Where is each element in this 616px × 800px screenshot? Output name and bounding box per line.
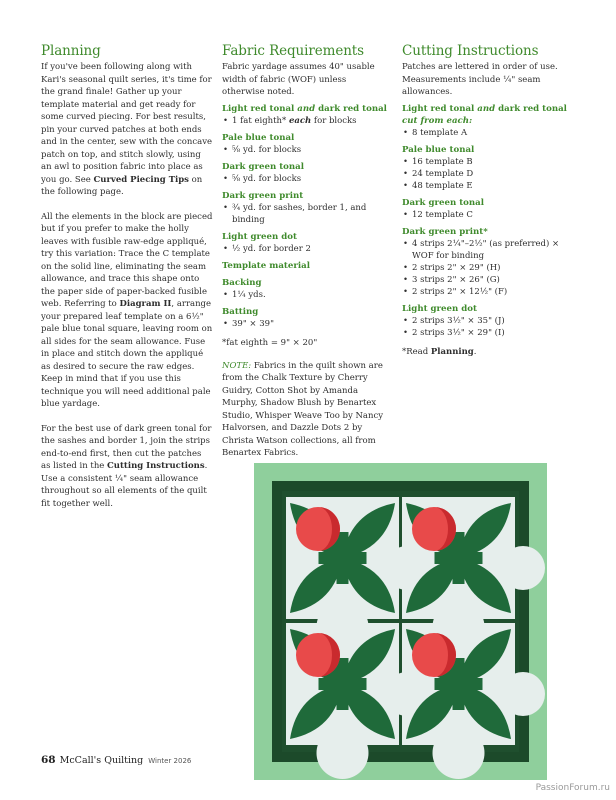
quilt-photo [254, 463, 547, 780]
fabric-item-list [222, 243, 390, 255]
cutting-list-item: • 2 strips 2" × 29" (H) [402, 262, 574, 274]
cutting-list-item: • 48 template E [402, 180, 574, 192]
block-center-bar [453, 658, 465, 710]
page-footer [41, 754, 191, 766]
cutting-group-label: Light red tonal and dark red tonal [402, 103, 567, 114]
cutting-footnote: *Read Planning. [402, 346, 477, 357]
pale-arc [317, 727, 369, 779]
cutting-list-item: • 3 strips 2" × 26" (G) [402, 274, 574, 286]
watermark: PassionForum.ru [535, 783, 610, 793]
cutting-group-label: Light green dot [402, 303, 477, 314]
fabric-intro: Fabric yardage assumes 40" usable width of fabric (WOF) unless otherwise noted. [222, 62, 375, 97]
cutting-groups [402, 103, 574, 339]
planning-paragraph-1: If you've been following along with Kari's seasonal quilt series, it's time for the grand finale! Gather up your template material and get ready for some curved piecing. For best results, pin your curved patches at both ends and in the center, sew with the concave patch on top, and stitch slowly, using an awl to position fabric into place as you go. See Curved Piecing Tips on the following page. [41, 62, 213, 197]
fabric-group-label: Backing [222, 277, 262, 288]
fabric-list-item: • ⅝ yd. for blocks [222, 173, 390, 185]
planning-heading: Planning [41, 43, 101, 59]
cutting-list-item: • 8 template A [402, 127, 574, 139]
cutting-intro: Patches are lettered in order of use. Measurements include ¼" seam allowances. [402, 62, 558, 97]
block-center-bar [453, 532, 465, 584]
issue-date: Winter 2026 [148, 757, 192, 765]
cutting-item-list [402, 127, 574, 139]
block-center-bar [337, 658, 349, 710]
fabric-list-item: • ½ yd. for border 2 [222, 243, 390, 255]
fabric-item-list [222, 289, 390, 301]
fabric-group-label: Pale blue tonal [222, 132, 295, 143]
fabric-requirements-column [222, 43, 390, 460]
note-text: Fabrics in the quilt shown are from the Chalk Texture by Cherry Guidry, Cotton Shot by Amanda Murphy, Shadow Blush by Benartex Studio, Whisper Weave Too by Nancy Halvorsen, and Dazzle Dots 2 by Christa Watson collections, all from Benartex Fabrics. [222, 360, 384, 458]
fabric-item-list [222, 144, 390, 156]
fabric-item-list [222, 115, 390, 127]
fabric-group-label: Dark green tonal [222, 161, 304, 172]
fabric-group-label: Template material [222, 260, 310, 271]
block-center-bar [337, 532, 349, 584]
planning-paragraph-3: For the best use of dark green tonal for the sashes and border 1, join the strips end-to-end first, then cut the patches as listed in the Cutting Instructions. Use a consistent ¼" seam allowance throughout so all elements of the quilt fit together well. [41, 423, 212, 509]
fabric-note [222, 360, 390, 460]
pale-arc [501, 672, 545, 716]
quilt-illustration [254, 463, 547, 780]
cutting-list-item: • 12 template C [402, 209, 574, 221]
cutting-list-item: • 24 template D [402, 168, 574, 180]
cutting-heading: Cutting Instructions [402, 43, 539, 59]
fabric-item-list [222, 173, 390, 185]
fabric-list-item: • ¾ yd. for sashes, border 1, and binding [222, 202, 390, 226]
cutting-instructions-column [402, 43, 574, 358]
fabric-group-label: Batting [222, 306, 259, 317]
fabric-heading: Fabric Requirements [222, 43, 364, 59]
cutting-list-item: • 2 strips 2" × 12½" (F) [402, 286, 574, 298]
fabric-list-item: • 39" × 39" [222, 318, 390, 330]
cutting-list-item: • 2 strips 3½" × 35" (J) [402, 315, 574, 327]
fabric-item-list [222, 318, 390, 330]
fabric-item-list [222, 202, 390, 226]
page-number: 68 [41, 754, 56, 766]
fabric-group-label: Light green dot [222, 231, 297, 242]
cutting-item-list [402, 209, 574, 221]
cutting-list-item: • 16 template B [402, 156, 574, 168]
fabric-group-label: Dark green print [222, 190, 304, 201]
pale-arc [433, 727, 485, 779]
cutting-item-list [402, 238, 574, 298]
fabric-groups [222, 103, 390, 330]
fabric-list-item: • 1 fat eighth* each for blocks [222, 115, 390, 127]
cutting-group-label: Dark green print* [402, 226, 488, 237]
cutting-group-label: Pale blue tonal [402, 144, 475, 155]
cutting-group-label: Dark green tonal [402, 197, 484, 208]
fabric-list-item: • 1¼ yds. [222, 289, 390, 301]
fabric-footnote: *fat eighth = 9" × 20" [222, 337, 318, 348]
fabric-group-label: Light red tonal and dark red tonal [222, 103, 387, 114]
planning-paragraph-2: All the elements in the block are pieced but if you prefer to make the holly leaves with fusible raw-edge appliqué, try this variation: Trace the C template on the solid line, eliminating the seam allowance, and trace this shape onto the paper side of paper-backed fusible web. Referring to Diagram II, arrange your prepared leaf template on a 6½" pale blue tonal square, leaving room on all sides for the seam allowance. Fuse in place and stitch down the appliqué as desired to secure the raw edges. Keep in mind that if you use this technique you will need additional pale blue yardage. [41, 211, 213, 409]
cutting-item-list [402, 156, 574, 192]
fabric-list-item: • ⅝ yd. for blocks [222, 144, 390, 156]
cutting-list-item: • 4 strips 2¼"–2½" (as preferred) × WOF for binding [402, 238, 574, 262]
note-label: NOTE: [222, 360, 252, 371]
cutting-item-list [402, 315, 574, 339]
cutting-list-item: • 2 strips 3½" × 29" (I) [402, 327, 574, 339]
planning-column [41, 43, 213, 510]
cutting-group-sublabel: cut from each: [402, 115, 473, 126]
pale-arc [501, 546, 545, 590]
magazine-name: McCall's Quilting [59, 755, 144, 766]
